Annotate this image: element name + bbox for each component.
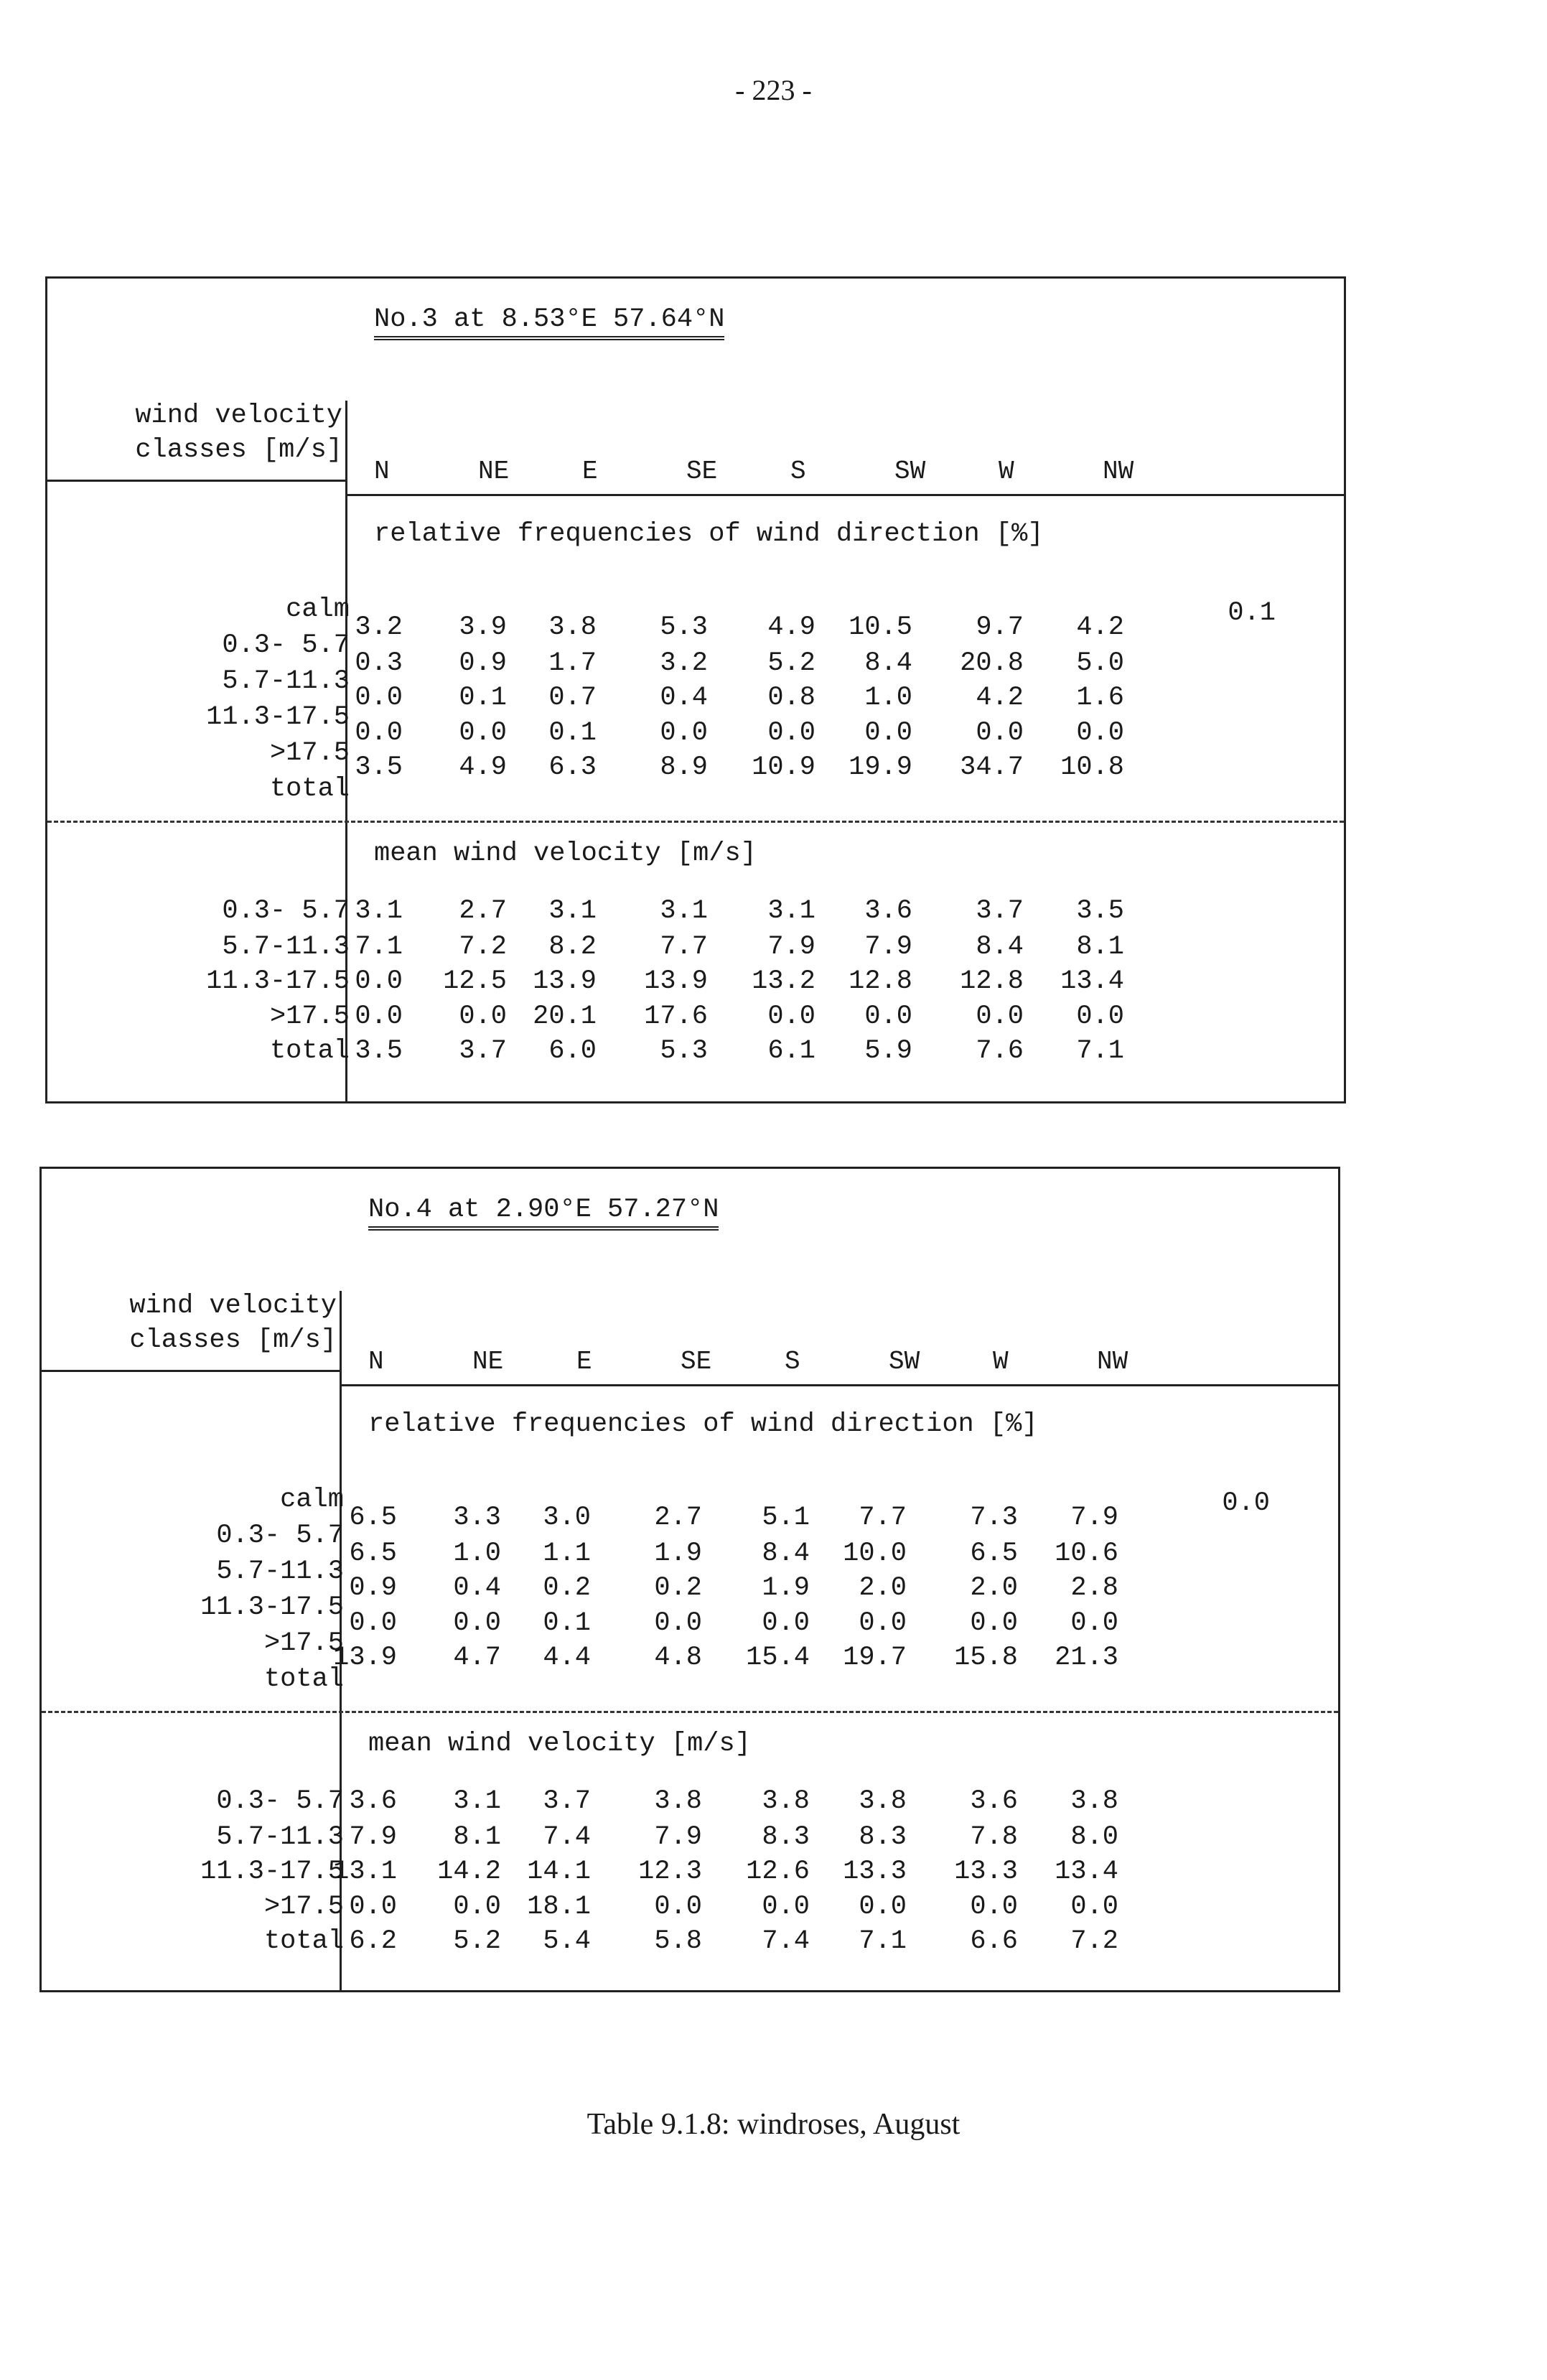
header-rule-left [47, 480, 345, 482]
frequency-cell: 0.0 [355, 718, 403, 748]
mean-velocity-cell: 3.6 [970, 1786, 1018, 1816]
mean-velocity-cell: 14.2 [437, 1857, 501, 1887]
mean-velocity-cell: 7.9 [767, 932, 815, 962]
frequency-cell: 34.7 [960, 752, 1024, 783]
direction-header: SW [894, 457, 926, 486]
mean-velocity-cell: 7.2 [459, 932, 507, 962]
mean-velocity-cell: 0.0 [864, 1002, 912, 1032]
mean-velocity-cell: 13.4 [1055, 1857, 1118, 1887]
frequency-cell: 0.7 [548, 683, 597, 713]
frequency-cell: 0.9 [459, 648, 507, 678]
frequency-cell: 19.7 [843, 1643, 907, 1673]
mean-velocity-cell: 8.4 [976, 932, 1024, 962]
frequency-cell: 2.8 [1070, 1573, 1118, 1603]
mean-velocity-cell: 0.0 [762, 1892, 810, 1922]
frequency-cell: 0.0 [1070, 1608, 1118, 1638]
frequency-cell: 5.2 [767, 648, 815, 678]
velocity-class-label: >17.5 [269, 738, 350, 768]
mean-velocity-cell: 13.3 [954, 1857, 1018, 1887]
mean-velocity-cell: 5.8 [654, 1926, 702, 1956]
mean-velocity-cell: 3.1 [660, 896, 708, 926]
velocity-class-label: calm [280, 1485, 344, 1515]
mean-velocity-cell: 0.0 [1070, 1892, 1118, 1922]
velocity-class-label: >17.5 [263, 1892, 344, 1922]
frequency-cell: 7.9 [1070, 1503, 1118, 1533]
frequency-cell: 0.9 [349, 1573, 397, 1603]
direction-header: NW [1097, 1347, 1128, 1376]
left-header-line: wind velocity [129, 1291, 337, 1321]
frequency-cell: 13.9 [333, 1643, 397, 1673]
frequency-cell: 7.7 [859, 1503, 907, 1533]
mean-velocity-cell: 7.4 [543, 1822, 591, 1852]
mean-velocity-cell: 0.0 [654, 1892, 702, 1922]
direction-header: SE [686, 457, 718, 486]
velocity-class-label: 11.3-17.5 [206, 702, 350, 732]
frequency-cell: 3.3 [453, 1503, 501, 1533]
left-header-line: classes [m/s] [129, 1325, 337, 1355]
left-header-line: classes [m/s] [135, 435, 342, 465]
frequency-cell: 0.2 [543, 1573, 591, 1603]
mean-velocity-cell: 5.4 [543, 1926, 591, 1956]
mean-velocity-cell: 13.1 [333, 1857, 397, 1887]
frequency-cell: 0.2 [654, 1573, 702, 1603]
direction-header: NW [1103, 457, 1134, 486]
mean-velocity-cell: 2.7 [459, 896, 507, 926]
frequency-cell: 4.4 [543, 1643, 591, 1673]
mean-velocity-cell: 18.1 [527, 1892, 591, 1922]
direction-header: E [576, 1347, 592, 1376]
frequency-cell: 0.0 [1076, 718, 1124, 748]
direction-header: N [368, 1347, 384, 1376]
frequency-cell: 0.8 [767, 683, 815, 713]
frequency-cell: 1.7 [548, 648, 597, 678]
mean-velocity-cell: 7.8 [970, 1822, 1018, 1852]
velocity-class-label: total [269, 774, 350, 804]
mean-velocity-cell: 12.5 [443, 966, 507, 997]
frequency-cell: 21.3 [1055, 1643, 1118, 1673]
frequency-cell: 1.0 [453, 1539, 501, 1569]
velocity-class-label: >17.5 [263, 1628, 344, 1658]
frequency-cell: 3.2 [660, 648, 708, 678]
header-rule-right [345, 494, 1344, 496]
frequency-cell: 10.0 [843, 1539, 907, 1569]
velocity-class-label: >17.5 [269, 1002, 350, 1032]
mean-velocity-cell: 0.0 [767, 1002, 815, 1032]
mean-velocity-cell: 5.3 [660, 1036, 708, 1066]
section-divider-dashed [42, 1711, 1338, 1713]
mean-velocity-cell: 6.2 [349, 1926, 397, 1956]
header-divider-vertical [345, 401, 347, 480]
mean-velocity-cell: 7.7 [660, 932, 708, 962]
mean-velocity-cell: 3.1 [548, 896, 597, 926]
mean-velocity-cell: 3.8 [762, 1786, 810, 1816]
mean-velocity-cell: 3.7 [543, 1786, 591, 1816]
velocity-class-label: 5.7-11.3 [216, 1822, 344, 1852]
mean-velocity-cell: 3.5 [355, 1036, 403, 1066]
frequency-cell: 8.4 [864, 648, 912, 678]
section-heading-mean-velocity: mean wind velocity [m/s] [374, 839, 757, 869]
calm-value: 0.1 [1228, 598, 1276, 628]
mean-velocity-cell: 3.8 [1070, 1786, 1118, 1816]
direction-header: W [993, 1347, 1009, 1376]
frequency-cell: 0.0 [459, 718, 507, 748]
frequency-cell: 1.1 [543, 1539, 591, 1569]
frequency-cell: 0.3 [355, 648, 403, 678]
mean-velocity-cell: 6.6 [970, 1926, 1018, 1956]
mean-velocity-cell: 13.9 [533, 966, 597, 997]
mean-velocity-cell: 13.9 [644, 966, 708, 997]
frequency-cell: 4.7 [453, 1643, 501, 1673]
mean-velocity-cell: 7.2 [1070, 1926, 1118, 1956]
frequency-cell: 10.9 [752, 752, 815, 783]
windrose-table-station-4 [39, 1167, 1340, 1992]
direction-header: E [582, 457, 598, 486]
header-rule-left [42, 1370, 340, 1372]
frequency-cell: 2.7 [654, 1503, 702, 1533]
direction-header: S [785, 1347, 800, 1376]
frequency-cell: 10.8 [1060, 752, 1124, 783]
mean-velocity-cell: 12.6 [746, 1857, 810, 1887]
mean-velocity-cell: 0.0 [349, 1892, 397, 1922]
velocity-class-label: total [263, 1664, 344, 1694]
velocity-class-label: 11.3-17.5 [206, 966, 350, 997]
frequency-cell: 0.0 [970, 1608, 1018, 1638]
direction-header: SE [681, 1347, 712, 1376]
direction-header: N [374, 457, 390, 486]
mean-velocity-cell: 5.9 [864, 1036, 912, 1066]
velocity-class-label: 5.7-11.3 [222, 932, 350, 962]
station-title: No.3 at 8.53°E 57.64°N [374, 304, 724, 340]
frequency-cell: 0.0 [762, 1608, 810, 1638]
frequency-cell: 2.0 [859, 1573, 907, 1603]
frequency-cell: 20.8 [960, 648, 1024, 678]
mean-velocity-cell: 12.8 [960, 966, 1024, 997]
section-divider-dashed [47, 821, 1344, 823]
frequency-cell: 15.8 [954, 1643, 1018, 1673]
mean-velocity-cell: 3.7 [976, 896, 1024, 926]
mean-velocity-cell: 3.8 [654, 1786, 702, 1816]
frequency-cell: 1.9 [762, 1573, 810, 1603]
mean-velocity-cell: 3.6 [349, 1786, 397, 1816]
mean-velocity-cell: 13.3 [843, 1857, 907, 1887]
frequency-cell: 3.9 [459, 612, 507, 643]
frequency-cell: 0.4 [453, 1573, 501, 1603]
frequency-cell: 4.2 [976, 683, 1024, 713]
mean-velocity-cell: 20.1 [533, 1002, 597, 1032]
direction-header: NE [472, 1347, 504, 1376]
frequency-cell: 7.3 [970, 1503, 1018, 1533]
frequency-cell: 5.0 [1076, 648, 1124, 678]
section-heading-frequencies: relative frequencies of wind direction [%] [368, 1409, 1038, 1439]
velocity-class-label: 0.3- 5.7 [216, 1521, 344, 1551]
frequency-cell: 10.5 [849, 612, 912, 643]
velocity-class-label: 0.3- 5.7 [222, 630, 350, 661]
mean-velocity-cell: 3.8 [859, 1786, 907, 1816]
mean-velocity-cell: 7.1 [859, 1926, 907, 1956]
frequency-cell: 10.6 [1055, 1539, 1118, 1569]
mean-velocity-cell: 7.9 [349, 1822, 397, 1852]
mean-velocity-cell: 3.1 [767, 896, 815, 926]
frequency-cell: 3.5 [355, 752, 403, 783]
mean-velocity-cell: 3.1 [453, 1786, 501, 1816]
frequency-cell: 6.5 [349, 1503, 397, 1533]
left-header-line: wind velocity [135, 401, 342, 431]
frequency-cell: 15.4 [746, 1643, 810, 1673]
frequency-cell: 6.5 [970, 1539, 1018, 1569]
frequency-cell: 3.0 [543, 1503, 591, 1533]
mean-velocity-cell: 0.0 [859, 1892, 907, 1922]
mean-velocity-cell: 0.0 [976, 1002, 1024, 1032]
mean-velocity-cell: 3.6 [864, 896, 912, 926]
frequency-cell: 0.1 [543, 1608, 591, 1638]
mean-velocity-cell: 3.7 [459, 1036, 507, 1066]
mean-velocity-cell: 7.9 [864, 932, 912, 962]
section-heading-mean-velocity: mean wind velocity [m/s] [368, 1729, 751, 1759]
frequency-cell: 0.1 [459, 683, 507, 713]
page-number: - 223 - [735, 74, 812, 106]
direction-header: W [999, 457, 1014, 486]
frequency-cell: 0.0 [349, 1608, 397, 1638]
mean-velocity-cell: 0.0 [355, 1002, 403, 1032]
frequency-cell: 4.2 [1076, 612, 1124, 643]
frequency-cell: 0.1 [548, 718, 597, 748]
mean-velocity-cell: 0.0 [1076, 1002, 1124, 1032]
mean-velocity-cell: 7.4 [762, 1926, 810, 1956]
frequency-cell: 0.0 [864, 718, 912, 748]
mean-velocity-cell: 12.3 [638, 1857, 702, 1887]
mean-velocity-cell: 6.0 [548, 1036, 597, 1066]
velocity-class-label: total [269, 1036, 350, 1066]
velocity-class-label: 5.7-11.3 [216, 1557, 344, 1587]
direction-header: NE [478, 457, 510, 486]
frequency-cell: 5.3 [660, 612, 708, 643]
frequency-cell: 1.9 [654, 1539, 702, 1569]
direction-header: S [790, 457, 806, 486]
header-divider-vertical [340, 1291, 342, 1370]
velocity-class-label: 0.3- 5.7 [216, 1786, 344, 1816]
frequency-cell: 0.0 [355, 683, 403, 713]
frequency-cell: 8.9 [660, 752, 708, 783]
velocity-class-label: total [263, 1926, 344, 1956]
frequency-cell: 1.0 [864, 683, 912, 713]
mean-velocity-cell: 0.0 [355, 966, 403, 997]
frequency-cell: 4.8 [654, 1643, 702, 1673]
mean-velocity-cell: 12.8 [849, 966, 912, 997]
frequency-cell: 0.0 [859, 1608, 907, 1638]
frequency-cell: 3.2 [355, 612, 403, 643]
mean-velocity-cell: 8.3 [762, 1822, 810, 1852]
mean-velocity-cell: 0.0 [459, 1002, 507, 1032]
frequency-cell: 2.0 [970, 1573, 1018, 1603]
station-title: No.4 at 2.90°E 57.27°N [368, 1195, 719, 1231]
direction-header: SW [889, 1347, 920, 1376]
frequency-cell: 4.9 [459, 752, 507, 783]
mean-velocity-cell: 7.1 [1076, 1036, 1124, 1066]
mean-velocity-cell: 13.4 [1060, 966, 1124, 997]
mean-velocity-cell: 8.1 [1076, 932, 1124, 962]
velocity-class-label: 11.3-17.5 [200, 1857, 344, 1887]
mean-velocity-cell: 7.9 [654, 1822, 702, 1852]
velocity-class-label: 5.7-11.3 [222, 666, 350, 696]
frequency-cell: 19.9 [849, 752, 912, 783]
frequency-cell: 0.0 [767, 718, 815, 748]
frequency-cell: 9.7 [976, 612, 1024, 643]
frequency-cell: 6.5 [349, 1539, 397, 1569]
mean-velocity-cell: 6.1 [767, 1036, 815, 1066]
mean-velocity-cell: 3.1 [355, 896, 403, 926]
mean-velocity-cell: 8.1 [453, 1822, 501, 1852]
frequency-cell: 5.1 [762, 1503, 810, 1533]
frequency-cell: 6.3 [548, 752, 597, 783]
frequency-cell: 0.0 [654, 1608, 702, 1638]
mean-velocity-cell: 8.2 [548, 932, 597, 962]
mean-velocity-cell: 5.2 [453, 1926, 501, 1956]
mean-velocity-cell: 13.2 [752, 966, 815, 997]
header-rule-right [340, 1384, 1338, 1386]
mean-velocity-cell: 8.3 [859, 1822, 907, 1852]
mean-velocity-cell: 7.6 [976, 1036, 1024, 1066]
mean-velocity-cell: 3.5 [1076, 896, 1124, 926]
table-caption: Table 9.1.8: windroses, August [586, 2108, 961, 2141]
mean-velocity-cell: 8.0 [1070, 1822, 1118, 1852]
frequency-cell: 0.0 [976, 718, 1024, 748]
frequency-cell: 4.9 [767, 612, 815, 643]
frequency-cell: 1.6 [1076, 683, 1124, 713]
mean-velocity-cell: 17.6 [644, 1002, 708, 1032]
velocity-class-label: 0.3- 5.7 [222, 896, 350, 926]
velocity-class-label: calm [286, 594, 350, 625]
frequency-cell: 8.4 [762, 1539, 810, 1569]
frequency-cell: 0.0 [453, 1608, 501, 1638]
calm-value: 0.0 [1222, 1488, 1270, 1518]
frequency-cell: 0.0 [660, 718, 708, 748]
velocity-class-label: 11.3-17.5 [200, 1592, 344, 1623]
windrose-table-station-3 [45, 276, 1346, 1103]
mean-velocity-cell: 7.1 [355, 932, 403, 962]
mean-velocity-cell: 0.0 [453, 1892, 501, 1922]
frequency-cell: 0.4 [660, 683, 708, 713]
section-heading-frequencies: relative frequencies of wind direction [%] [374, 519, 1044, 549]
mean-velocity-cell: 14.1 [527, 1857, 591, 1887]
frequency-cell: 3.8 [548, 612, 597, 643]
mean-velocity-cell: 0.0 [970, 1892, 1018, 1922]
